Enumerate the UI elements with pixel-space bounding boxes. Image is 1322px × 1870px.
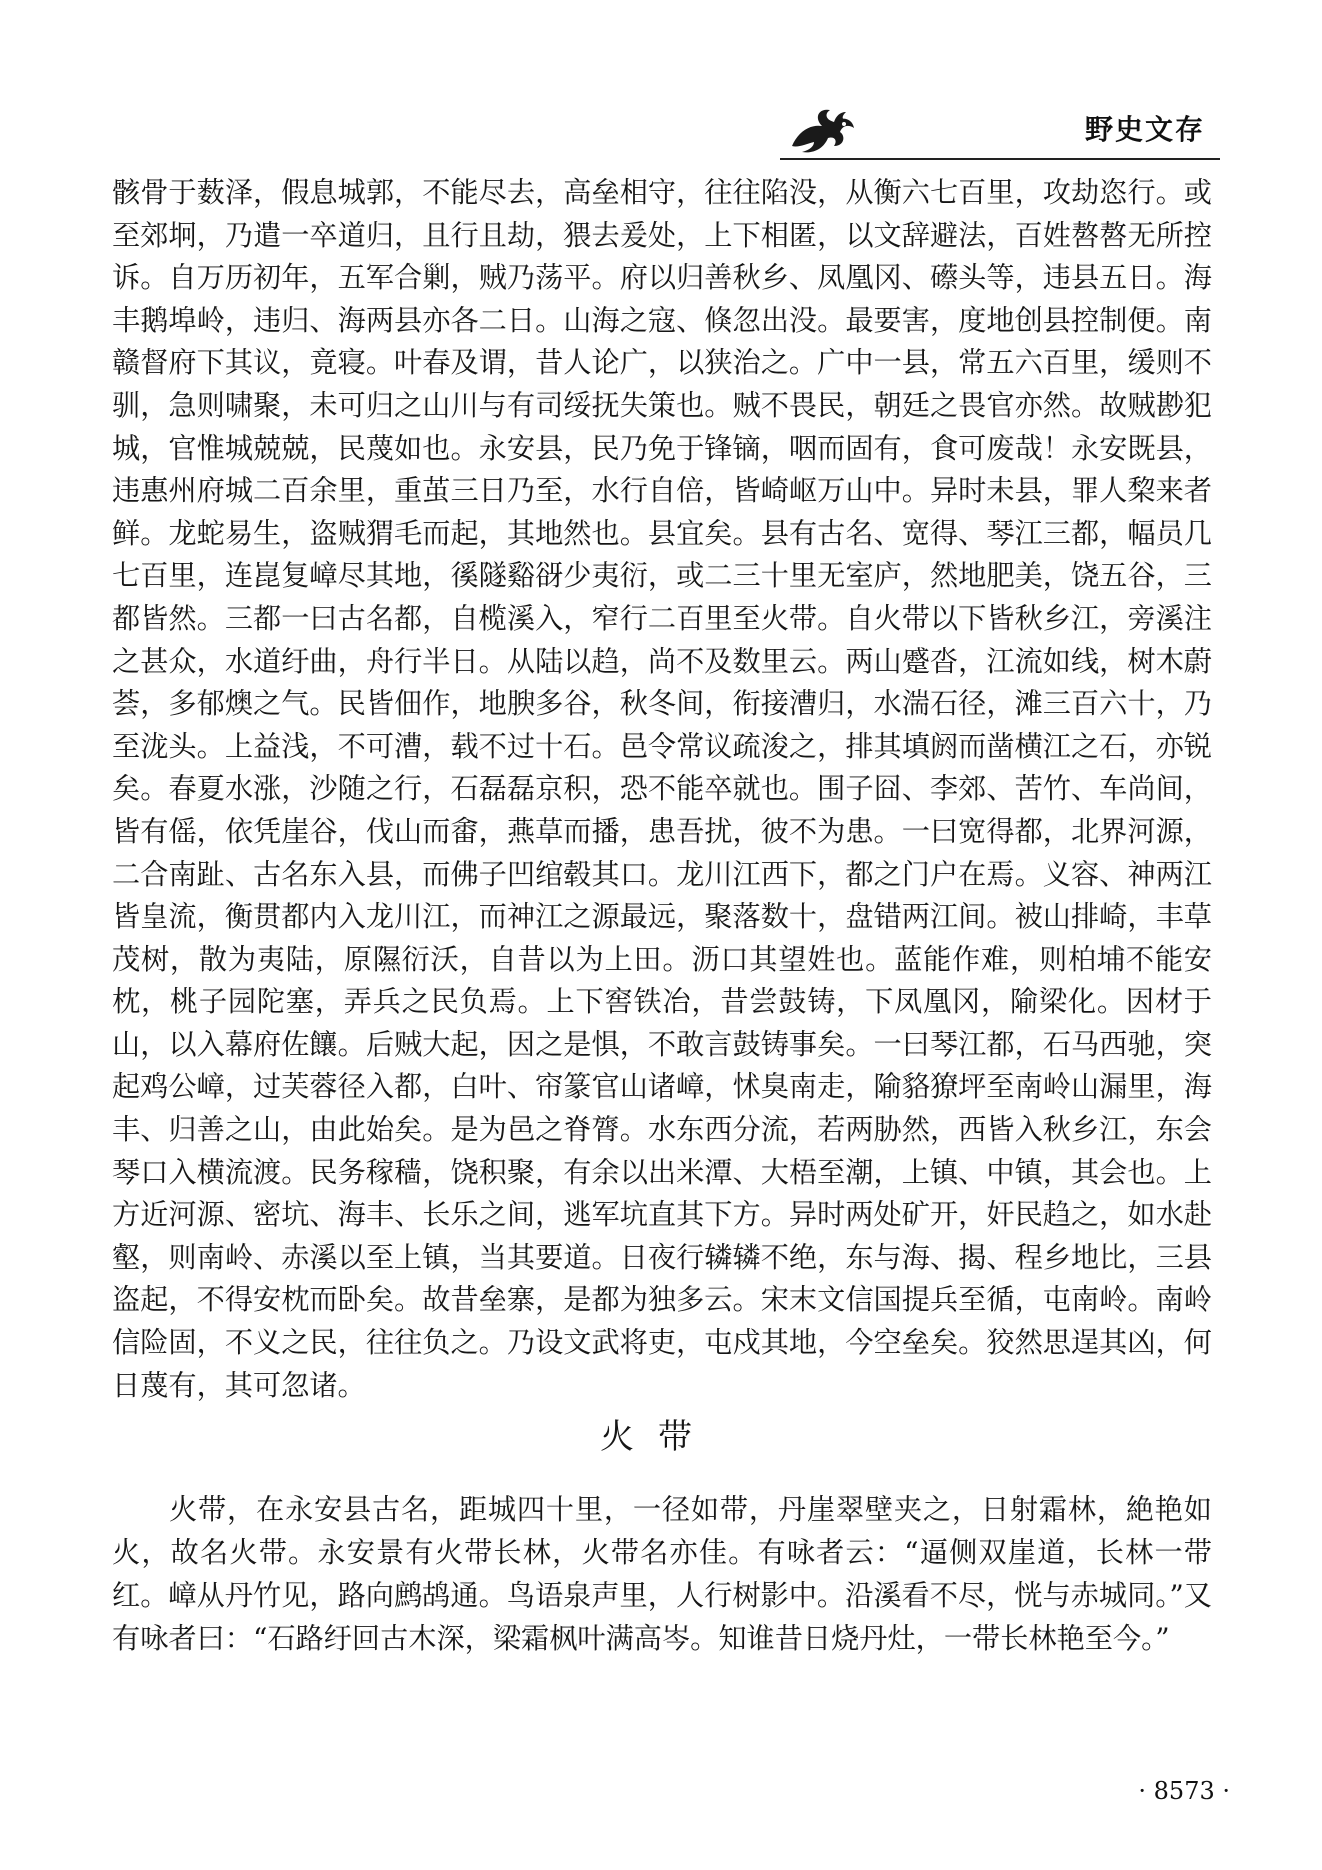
section-body-paragraph: 火带，在永安县古名，距城四十里，一径如带，丹崖翠壁夹之，日射霜林，絶艳如火，故名火带。永安景有火带长林，火带名亦佳。有咏者云：“逼侧双崖道，长林一带红。嶂从丹竹见，路向鹧鸪通。鸟语泉声里，人行树影中。沿溪看不尽，恍与赤城同。”又有咏者曰：“石路纡回古木深，梁霜枫叶满高岑。知谁昔日烧丹灶，一带长林艳至今。”: [112, 1493, 1212, 1655]
header-divider: [780, 158, 1220, 160]
dragon-emblem-icon: [784, 102, 860, 162]
section-heading: 火带: [600, 1417, 716, 1457]
page-number: · 8573 ·: [1138, 1777, 1230, 1805]
main-body-paragraph: 骸骨于薮泽，假息城郭，不能尽去，高垒相守，往往陷没，从衡六七百里，攻劫恣行。或至郊坰，乃遣一卒道归，且行且劫，猥去爰处，上下相匿，以文辞避法，百姓嗸嗸无所控诉。自万历初年，五军合剿，贼乃荡平。府以归善秋乡、凤凰冈、礤头等，违县五日。海丰鹅埠岭，违归、海两县亦各二日。山海之寇、倏忽出没。最要害，度地创县控制便。南赣督府下其议，竟寝。叶春及谓，昔人论广，以狭治之。广中一县，常五六百里，缓则不驯，急则啸聚，未可归之山川与有司绥抚失策也。贼不畏民，朝廷之畏官亦然。故贼尠犯城，官惟城兢兢，民蔑如也。永安县，民乃免于锋镝，咽而固有，食可废哉！永安既县，违惠州府城二百余里，重茧三日乃至，水行自倍，皆崎岖万山中。异时未县，罪人棃来者鲜。龙蛇易生，盗贼猬毛而起，其地然也。县宜矣。县有古名、宽得、琴江三都，幅员几七百里，连崑复嶂尽其地，徯隧谿谺少夷衍，或二三十里无室庐，然地肥美，饶五谷，三都皆然。三都一曰古名都，自榄溪入，窄行二百里至火带。自火带以下皆秋乡江，旁溪注之甚众，水道纡曲，舟行半日。从陆以趋，尚不及数里云。两山蹙沓，江流如线，树木蔚荟，多郁燠之气。民皆佃作，地腴多谷，秋冬间，衔接漕归，水湍石径，滩三百六十，乃至泷头。上益浅，不可漕，载不过十石。邑令常议疏浚之，排其填阏而凿横江之石，亦锐矣。春夏水涨，沙随之行，石磊磊京积，恐不能卒就也。围子囧、李郊、苦竹、车尚间，皆有傜，依凭崖谷，伐山而畬，燕草而播，患吾扰，彼不为患。一曰宽得都，北界河源，二合南趾、古名东入县，而佛子凹绾毂其口。龙川江西下，都之门户在焉。义容、神两江皆皇流，衡贯都内入龙川江，而神江之源最远，聚落数十，盘错两江间。被山排崎，丰草茂树，散为夷陆，原隰衍沃，自昔以为上田。沥口其望姓也。蓝能作难，则柏埔不能安枕，桃子园陀塞，弄兵之民负焉。上下窖铁冶，昔尝鼓铸，下凤凰冈，隃梁化。因材于山，以入幕府佐饟。后贼大起，因之是惧，不敢言鼓铸事矣。一曰琴江都，石马西驰，突起鸡公嶂，过芙蓉径入都，白叶、帘篆官山诸嶂，怵臭南走，隃貉獠坪至南岭山漏里，海丰、归善之山，由此始矣。是为邑之脊膂。水东西分流，若两胁然，西皆入秋乡江，东会琴口入横流渡。民务稼穑，饶积聚，有余以出米潭、大梧至潮，上镇、中镇，其会也。上方近河源、密坑、海丰、长乐之间，逃军坑直其下方。异时两处矿开，奸民趋之，如水赴壑，则南岭、赤溪以至上镇，当其要道。日夜行辚辚不绝，东与海、揭、程乡地比，三县盗起，不得安枕而卧矣。故昔垒寨，是都为独多云。宋末文信国提兵至循，屯南岭。南岭信险固，不义之民，往往负之。乃设文武将吏，屯戍其地，今空垒矣。狡然思逞其凶，何日蔑有，其可忽诸。: [112, 176, 1212, 1402]
book-series-title: 野史文存: [1085, 113, 1206, 146]
